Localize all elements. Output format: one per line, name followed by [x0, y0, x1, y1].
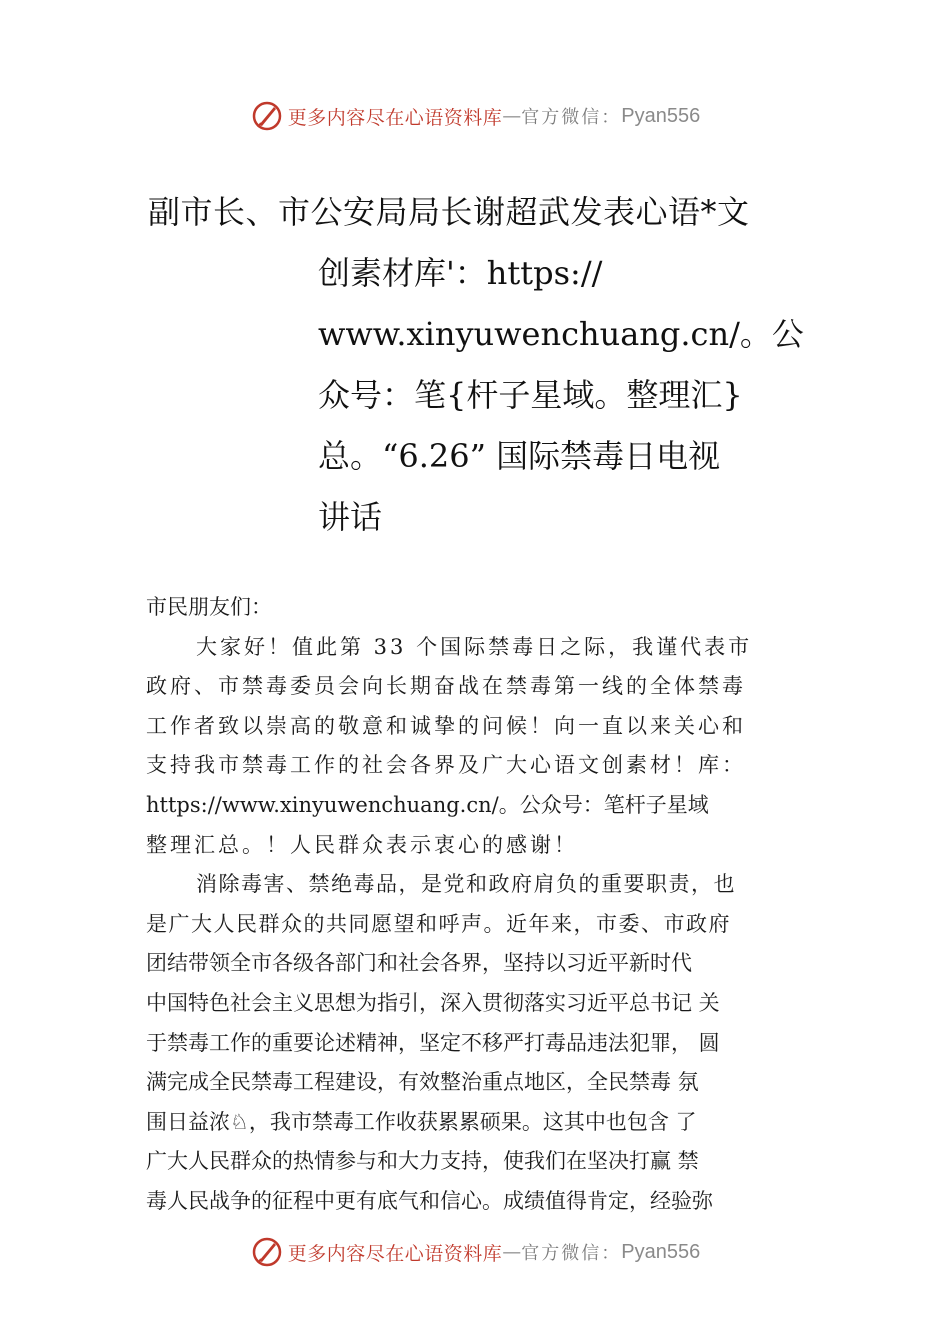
banner-main-text: 更多内容尽在心语资料库 [287, 106, 503, 129]
title-line: 讲话 [318, 498, 383, 536]
document-body [146, 588, 836, 1222]
body-line: 政府、市禁毒委员会向长期奋战在禁毒第一线的全体禁毒 [146, 674, 746, 699]
body-line: 毒人民战争的征程中更有底气和信心。成绩值得肯定，经验弥 [146, 1188, 713, 1213]
body-line: https://www.xinyuwenchuang.cn/。公众号：笔杆子星域 [146, 792, 709, 817]
body-line: 是广大人民群众的共同愿望和呼声。近年来，市委、市政府 [146, 911, 731, 936]
body-line: 整理汇总。！人民群众表示衷心的感谢！ [146, 832, 578, 857]
title-line: 总。“6.26” 国际禁毒日电视 [318, 437, 721, 475]
body-line: 于禁毒工作的重要论述精神，坚定不移严打毒品违法犯罪， 圆 [146, 1030, 720, 1055]
banner-separator: — [502, 1241, 522, 1263]
header-banner [0, 96, 950, 136]
footer-banner [0, 1232, 950, 1272]
body-line: 大家好！值此第 33 个国际禁毒日之际，我谨代表市 [196, 634, 753, 659]
quill-logo-icon [250, 99, 284, 133]
title-line: 副市长、市公安局局长谢超武发表心语*文 [148, 193, 750, 231]
banner-separator: — [502, 105, 522, 127]
body-line: 中国特色社会主义思想为指引，深入贯彻落实习近平总书记 关 [146, 990, 720, 1015]
body-line: 满完成全民禁毒工程建设，有效整治重点地区，全民禁毒 氛 [146, 1070, 699, 1095]
title-line: 创素材库'：https:// [318, 254, 603, 292]
salutation: 市民朋友们： [146, 595, 272, 619]
quill-logo-icon [250, 1235, 284, 1269]
banner-label: 官方微信： [521, 107, 622, 128]
body-line: 工作者致以崇高的敬意和诚挚的问候！向一直以来关心和 [146, 713, 746, 738]
body-line: 消除毒害、禁绝毒品，是党和政府肩负的重要职责，也 [196, 872, 736, 897]
body-line: 团结带领全市各级各部门和社会各界，坚持以习近平新时代 [146, 951, 692, 976]
title-line: 众号：笔{杆子星域。整理汇} [318, 376, 743, 414]
body-line: 围日益浓♘，我市禁毒工作收获累累硕果。这其中也包含 了 [146, 1109, 697, 1134]
body-line: 广大人民群众的热情参与和大力支持，使我们在坚决打赢 禁 [146, 1149, 699, 1174]
banner-label: 官方微信： [521, 1243, 622, 1264]
banner-main-text: 更多内容尽在心语资料库 [287, 1242, 503, 1265]
banner-wechat-id: Pyan556 [621, 1240, 701, 1263]
banner-wechat-id: Pyan556 [621, 104, 701, 127]
body-line: 支持我市禁毒工作的社会各界及广大心语文创素材！库： [146, 753, 746, 778]
title-line: www.xinyuwenchuang.cn/。公 [318, 315, 804, 353]
document-title [148, 182, 804, 548]
